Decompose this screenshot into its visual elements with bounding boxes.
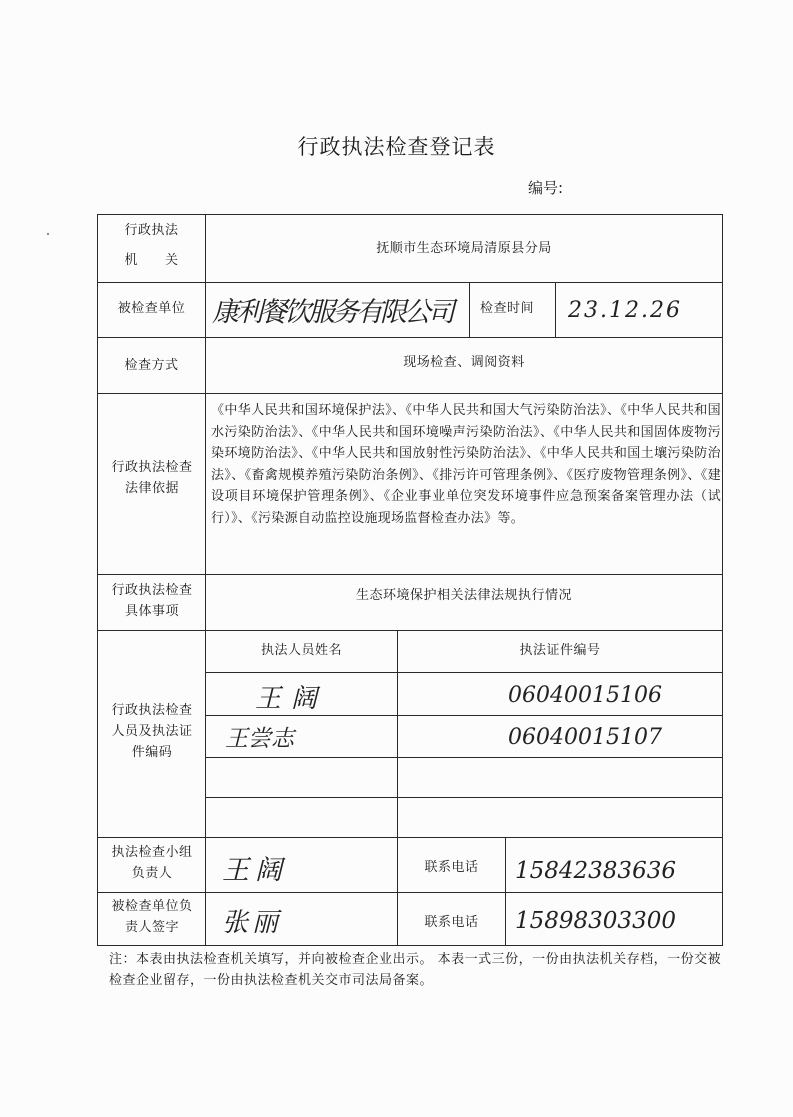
- team-leader-phone-label: 联系电话: [424, 860, 479, 875]
- inspected-unit-label: 被检查单位: [117, 301, 186, 316]
- personnel-label: 行政执法检查人员及执法证件编码: [111, 703, 193, 760]
- page-title: 行政执法检查登记表: [297, 135, 496, 159]
- agency-label: 行政执法 机 关: [124, 223, 179, 268]
- inspection-time-handwritten: 23.12.26: [568, 298, 682, 323]
- document-number-label: 编号:: [528, 179, 564, 197]
- officer-name: 王尝志: [225, 726, 294, 752]
- personnel-row-divider: [205, 672, 723, 673]
- personnel-row-divider: [205, 715, 723, 716]
- unit-signer-phone-label: 联系电话: [424, 915, 479, 930]
- personnel-row-divider: [205, 797, 723, 798]
- table-border-bottom: [97, 945, 723, 946]
- table-border-top: [97, 214, 723, 215]
- cert-number-header: 执法证件编号: [519, 643, 601, 658]
- column-divider: [555, 282, 556, 338]
- officer-name: 王阔: [255, 684, 328, 714]
- officer-cert: 06040015107: [508, 725, 662, 750]
- row-divider: [97, 574, 723, 575]
- team-leader-label: 执法检查小组负责人: [111, 845, 193, 881]
- inspected-unit-handwritten: 康利餐饮服务有限公司: [212, 297, 452, 328]
- team-leader-signature: 王阔: [222, 855, 288, 886]
- row-divider: [97, 337, 723, 338]
- inspection-time-label: 检查时间: [480, 301, 535, 316]
- column-divider: [469, 282, 470, 338]
- method-label: 检查方式: [124, 358, 179, 373]
- officer-name-header: 执法人员姓名: [260, 643, 342, 658]
- row-divider: [97, 837, 723, 838]
- matters-label: 行政执法检查具体事项: [111, 583, 193, 619]
- column-divider: [397, 630, 398, 838]
- row-divider: [97, 393, 723, 394]
- row-divider: [97, 892, 723, 893]
- team-leader-phone: 15842383636: [515, 858, 676, 884]
- personnel-row-divider: [205, 757, 723, 758]
- unit-signer-phone: 15898303300: [515, 908, 676, 934]
- unit-signer-signature: 张丽: [222, 908, 283, 938]
- matters-value: 生态环境保护相关法律法规执行情况: [355, 588, 572, 603]
- unit-signer-label: 被检查单位负责人签字: [111, 899, 193, 935]
- label-column-divider: [205, 214, 206, 946]
- legal-basis-label: 行政执法检查法律依据: [111, 460, 193, 496]
- agency-value: 抚顺市生态环境局清原县分局: [376, 241, 552, 256]
- officer-cert: 06040015106: [508, 683, 662, 708]
- legal-basis-value: 《中华人民共和国环境保护法》、《中华人民共和国大气污染防治法》、《中华人民共和国水污染防治法》、《中华人民共和国环境噪声污染防治法》、《中华人民共和国固体废物污染环境防治法》、《中华人民共和国放射性污染防治法》、《中华人民共和国土壤污染防治法》、《畜禽规模养殖污染防治条例》、《排污许可管理条例》、《医疗废物管理条例》、《建设项目环境保护管理条例》、《企业事业单位突发环境事件应急预案备案管理办法（试行）》、《污染源自动监控设施现场监督检查办法》等。: [211, 403, 721, 526]
- row-divider: [97, 282, 723, 283]
- footnote: 注：本表由执法检查机关填写，并向被检查企业出示。 本表一式三份，一份由执法机关存档，一份交被检查企业留存，一份由执法检查机关交市司法局备案。: [109, 952, 722, 988]
- method-value: 现场检查、调阅资料: [403, 355, 525, 370]
- scan-speck: [47, 233, 49, 235]
- column-divider: [505, 837, 506, 946]
- row-divider: [97, 630, 723, 631]
